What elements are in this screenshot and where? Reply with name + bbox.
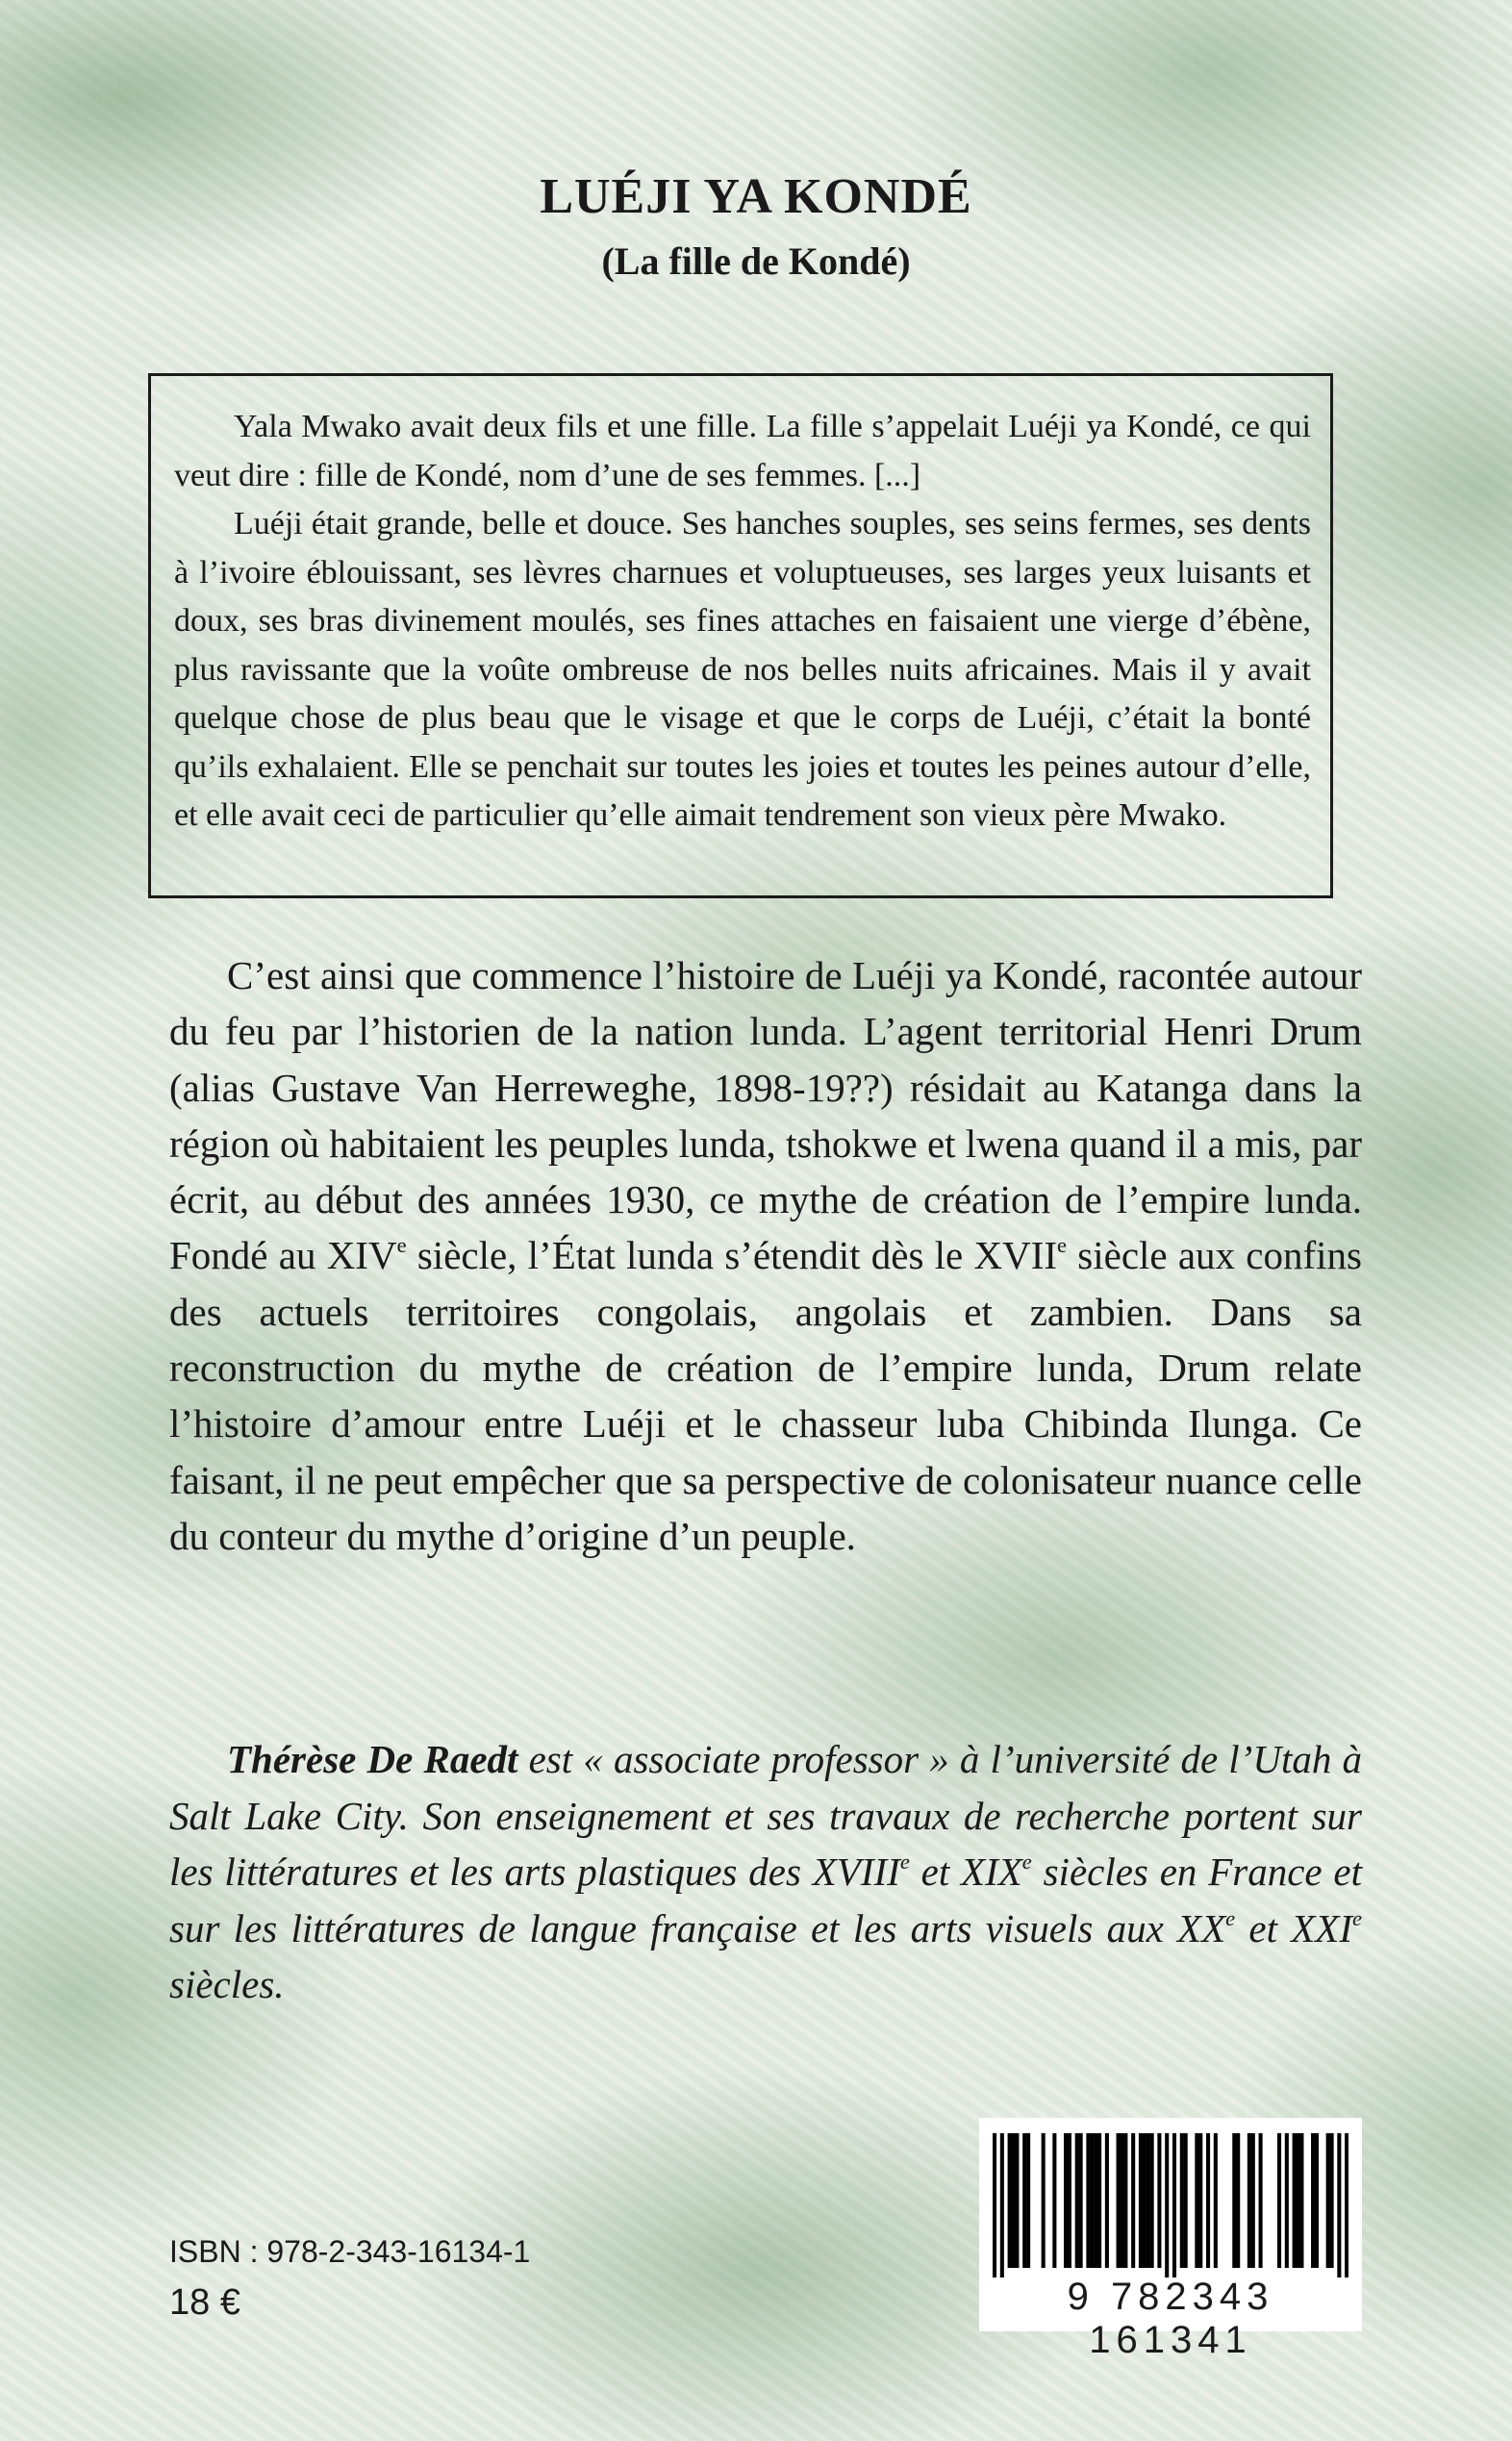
barcode-bar	[1131, 2133, 1135, 2268]
barcode-bar	[1247, 2133, 1251, 2268]
bio-superscript-3: e	[1225, 1905, 1236, 1930]
barcode-bar	[1195, 2133, 1198, 2268]
barcode-bar	[1326, 2133, 1330, 2268]
barcode-bar	[1214, 2133, 1218, 2268]
isbn-label: ISBN : 978-2-343-16134-1	[169, 2234, 531, 2269]
barcode-bar	[1090, 2133, 1094, 2268]
barcode-bar	[1117, 2133, 1121, 2268]
barcode-bar	[1022, 2133, 1026, 2268]
barcode-bar	[1079, 2133, 1083, 2268]
barcode-bar	[1008, 2133, 1012, 2268]
bio-part-5: siècles.	[169, 1962, 285, 2006]
author-name: Thérèse De Raedt	[227, 1737, 518, 1781]
summary-part-1: C’est ainsi que commence l’histoire de Luéji ya Kondé, racontée autour du feu par l’historien de la nation lunda. L’agent territorial Henri Drum (alias Gustave Van Herreweghe, 1898-19??) résidait au Katanga dans la région où habitaient les peuples lunda, tshokwe et lwena quand il a mis, par écrit, au début des années 1930, ce mythe de création de l’empire lunda. Fondé au XIV	[169, 953, 1362, 1278]
excerpt-paragraph-1: Yala Mwako avait deux fils et une fille. La fille s’appelait Luéji ya Kondé, ce qui veut dire : fille de Kondé, nom d’une de ses femmes. [...]	[174, 409, 1311, 493]
barcode-bar	[1105, 2133, 1109, 2268]
barcode-bar	[1293, 2133, 1297, 2268]
barcode-bar	[1123, 2133, 1127, 2268]
price-label: 18 €	[169, 2282, 240, 2323]
bio-part-2: et XIX	[909, 1850, 1022, 1894]
barcode-bar	[1184, 2133, 1188, 2268]
summary-part-3: siècle aux confins des actuels territoires congolais, angolais et zambien. Dans sa reconstruction du mythe de création de l’empire lunda, Drum relate l’histoire d’amour entre Luéji et le chasseur luba Chibinda Ilunga. Ce faisant, il ne peut empêcher que sa perspective de colonisateur nuance celle du conteur du mythe d’origine d’un peuple.	[169, 1233, 1363, 1558]
barcode-bar	[1075, 2133, 1079, 2268]
summary-part-2: siècle, l’État lunda s’étendit dès le XVII	[406, 1233, 1058, 1278]
barcode-bar	[1097, 2133, 1101, 2268]
barcode-bar	[1064, 2133, 1068, 2268]
bio-part-3: siècles en France et sur les littératures de langue française et les arts visuels aux XX	[169, 1850, 1362, 1950]
barcode-bar	[1165, 2133, 1169, 2277]
barcode-bar	[1180, 2133, 1184, 2268]
barcode-bar	[1094, 2133, 1097, 2268]
author-bio	[169, 1731, 1362, 2013]
barcode-bar	[1000, 2133, 1004, 2277]
author-bio-paragraph	[169, 1731, 1362, 2013]
barcode-bar	[1277, 2133, 1281, 2268]
barcode-bar	[993, 2133, 996, 2277]
book-subtitle: (La fille de Kondé)	[601, 239, 911, 283]
barcode-bar	[1337, 2133, 1341, 2277]
barcode-bar	[1236, 2133, 1240, 2268]
barcode-bar	[1345, 2133, 1348, 2277]
barcode-bar	[1139, 2133, 1143, 2268]
barcode-bar	[1198, 2133, 1202, 2268]
barcode-bar	[1232, 2133, 1236, 2268]
barcode-bar	[1251, 2133, 1255, 2268]
barcode-bar	[1052, 2133, 1056, 2268]
barcode-bar	[1330, 2133, 1334, 2268]
bio-superscript-2: e	[1021, 1850, 1032, 1875]
barcode-bar	[1285, 2133, 1289, 2268]
barcode-bar	[1086, 2133, 1090, 2268]
barcode-bars	[993, 2133, 1348, 2277]
summary-paragraph	[169, 947, 1362, 1564]
barcode	[979, 2118, 1362, 2361]
summary-superscript-2: e	[1057, 1233, 1068, 1258]
barcode-bar	[1011, 2133, 1015, 2268]
barcode-bar	[1299, 2133, 1303, 2268]
barcode-bar	[1068, 2133, 1071, 2268]
excerpt-paragraph-2: Luéji était grande, belle et douce. Ses hanches souples, ses seins fermes, ses dents à l’ivoire éblouissant, ses lèvres charnues et voluptueuses, ses larges yeux luisants et doux, ses bras divinement moulés, ses fines attaches en faisaient une vierge d’ébène, plus ravissante que la voûte ombreuse de nos belles nuits africaines. Mais il y avait quelque chose de plus beau que le visage et que le corps de Luéji, c’était la bonté qu’ils exhalaient. Elle se penchait sur toutes les joies et toutes les peines autour d’elle, et elle avait ceci de particulier qu’elle aimait tendrement son vieux père Mwako.	[174, 506, 1311, 833]
barcode-bar	[1026, 2133, 1030, 2268]
book-title: LUÉJI YA KONDÉ	[540, 169, 972, 224]
barcode-bar	[1206, 2133, 1210, 2268]
barcode-bar	[1157, 2133, 1161, 2268]
excerpt-box	[148, 373, 1333, 898]
barcode-bar	[1147, 2133, 1150, 2268]
barcode-bar	[1120, 2133, 1123, 2268]
summary-superscript-1: e	[396, 1233, 407, 1258]
barcode-bar	[1311, 2133, 1315, 2268]
barcode-bar	[1143, 2133, 1147, 2268]
summary-text	[169, 947, 1362, 1564]
barcode-bar	[1042, 2133, 1046, 2268]
barcode-bar	[1172, 2133, 1176, 2277]
bio-superscript-4: e	[1351, 1905, 1362, 1930]
bio-part-4: et XXI	[1235, 1905, 1352, 1950]
bio-superscript-1: e	[899, 1850, 910, 1875]
bio-part-1: est « associate professor » à l’université de l’Utah à Salt Lake City. Son enseignement et ses travaux de recherche portent sur les littératures et les arts plastiques des XVIII	[169, 1737, 1362, 1894]
barcode-bar	[1150, 2133, 1154, 2268]
barcode-digits: 9 782343 161341	[1067, 2276, 1274, 2361]
barcode-bar	[1259, 2133, 1263, 2268]
barcode-bar	[1015, 2133, 1019, 2268]
barcode-bar	[1315, 2133, 1319, 2268]
barcode-bar	[1296, 2133, 1299, 2268]
